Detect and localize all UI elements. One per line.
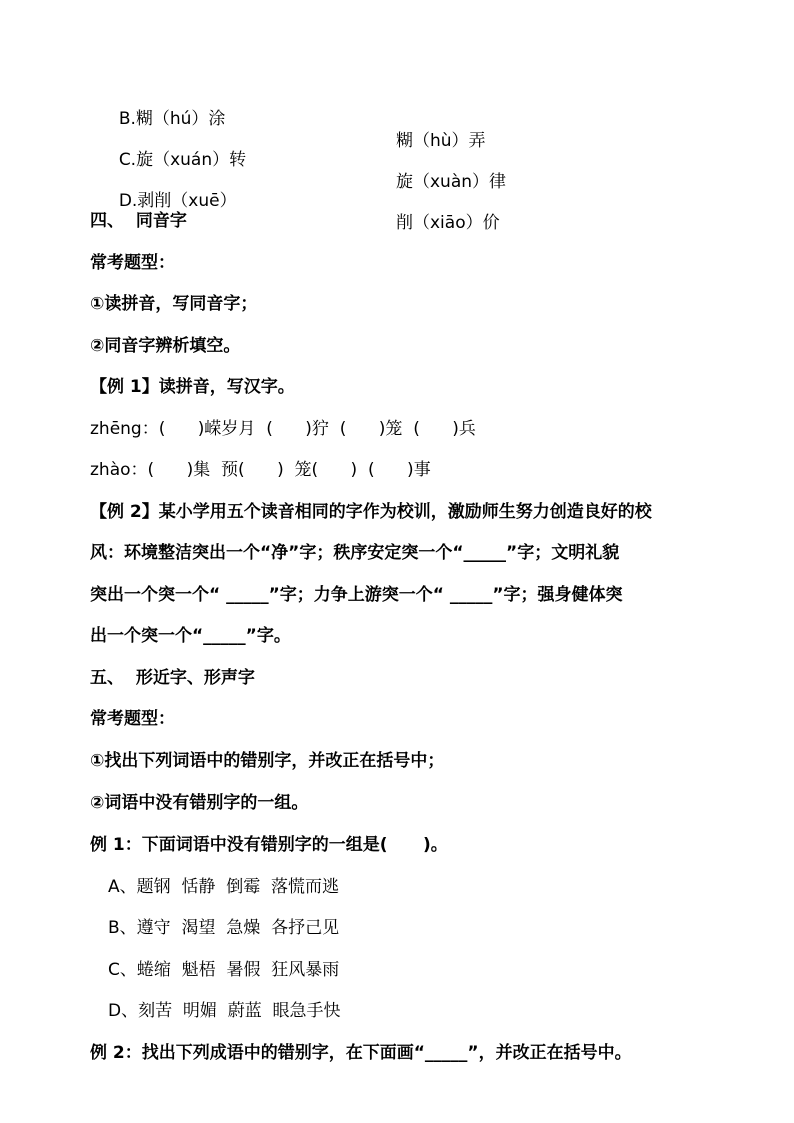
section4-ex2-line4: 出一个突一个“_____”字。	[90, 626, 291, 646]
option-d-left: D.剥削（xuē）	[118, 191, 237, 211]
section5-type1: ①找出下列词语中的错别字，并改正在括号中；	[90, 751, 445, 771]
option-c-right: 旋（xuàn）律	[396, 172, 507, 192]
section4-heading: 四、 同音字	[90, 211, 187, 231]
section5-ex1-option-a: A、题钢 恬静 倒霉 落慌而逃	[108, 877, 340, 897]
option-b-right: 糊（hù）弄	[396, 131, 486, 151]
section5-type2: ②词语中没有错别字的一组。	[90, 793, 309, 813]
section5-ex1-option-d: D、刻苦 明媚 蔚蓝 眼急手快	[108, 1001, 341, 1021]
section4-ex2-line2: 风：环境整洁突出一个“净”字；秩序安定突一个“_____”字；文明礼貌	[90, 543, 620, 563]
section5-ex2-title: 例 2：找出下列成语中的错别字，在下面画“_____”，并改正在括号中。	[90, 1043, 632, 1063]
section5-heading: 五、 形近字、形声字	[90, 668, 255, 688]
section4-type2: ②同音字辨析填空。	[90, 336, 241, 356]
section4-ex2-line1: 【例 2】某小学用五个读音相同的字作为校训，激励师生努力创造良好的校	[90, 502, 652, 522]
section4-ex1-line2: zhào：( )集 预( ) 笼( ) ( )事	[90, 460, 431, 480]
option-b-left: B.糊（hú）涂	[118, 109, 226, 129]
section5-ex1-title: 例 1：下面词语中没有错别字的一组是( )。	[90, 835, 448, 855]
section4-ex1-line1: zhēng：( )嵘岁月 ( )狞 ( )笼 ( )兵	[90, 419, 476, 439]
section4-ex2-line3: 突出一个突一个“ _____”字；力争上游突一个“ _____”字；强身健体突	[90, 585, 623, 605]
option-d-right: 削（xiāo）价	[396, 213, 500, 233]
section4-ex1-title: 【例 1】读拼音，写汉字。	[90, 377, 295, 397]
section5-ex1-option-c: C、蜷缩 魁梧 暑假 狂风暴雨	[108, 960, 340, 980]
section5-ex1-option-b: B、遵守 渴望 急燥 各抒己见	[108, 918, 340, 938]
section4-type1: ①读拼音，写同音字；	[90, 294, 258, 314]
section5-types-label: 常考题型：	[90, 709, 175, 729]
option-c-left: C.旋（xuán）转	[118, 150, 247, 170]
section4-types-label: 常考题型：	[90, 253, 175, 273]
